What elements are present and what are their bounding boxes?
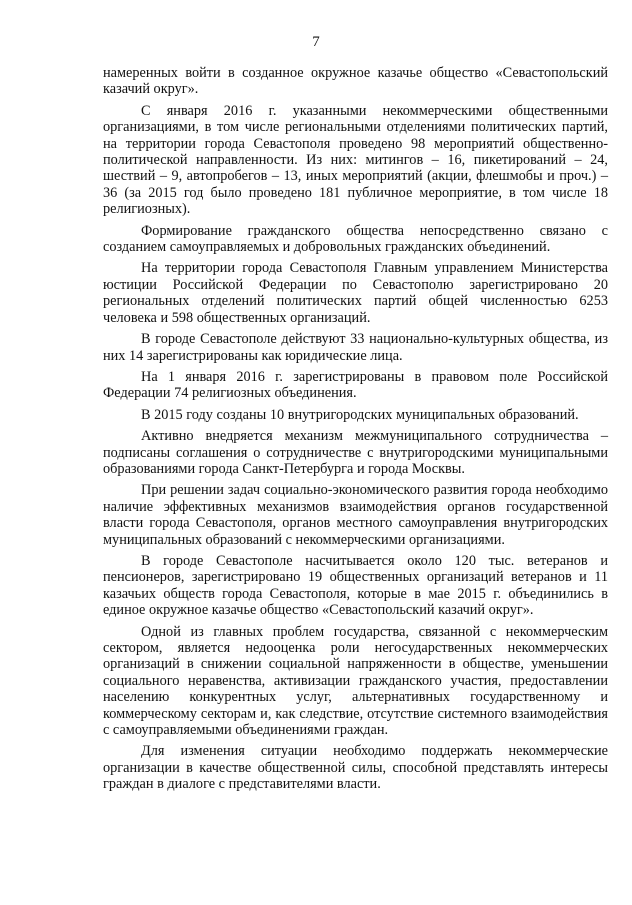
paragraph-registered-parties: На территории города Севастополя Главным управлением Министерства юстиции Российской Федерации по Севастополю зарегистрировано 20 региональных отделений политических партий общей численностью 6253 человека и 598 общественных организаций.: [103, 260, 608, 326]
paragraph-religious: На 1 января 2016 г. зарегистрированы в правовом поле Российской Федерации 74 религиозных объединения.: [103, 368, 608, 402]
paragraph-support: Для изменения ситуации необходимо поддержать некоммерческие организации в качестве общественной силы, способной представлять интересы граждан в диалоге с представителями власти.: [103, 743, 608, 793]
paragraph-national-cultural: В городе Севастополе действуют 33 национально-культурных общества, из них 14 зарегистрированы как юридические лица.: [103, 331, 608, 364]
paragraph-mechanisms: При решении задач социально-экономического развития города необходимо наличие эффективных механизмов взаимодействия органов государственной власти города Севастополя, органов местного самоуправления внутригородских муниципальных образований с некоммерческими организациями.: [103, 482, 608, 548]
paragraph-veterans: В городе Севастополе насчитывается около 120 тыс. ветеранов и пенсионеров, зарегистрировано 19 общественных организаций ветеранов и 11 казачьих обществ города Севастополя, которые в мае 2015 г. объединились в единое окружное казачье общество «Севастопольский казачий округ».: [103, 552, 608, 619]
paragraph-civil-society: Формирование гражданского общества непосредственно связано с созданием самоуправляемых и добровольных гражданских объединений.: [103, 222, 608, 256]
paragraph-problems: Одной из главных проблем государства, связанной с некоммерческим сектором, является недооценка роли негосударственных некоммерческих организаций в снижении социальной напряженности в обществе, уменьшении социального неравенства, активизации гражданского участия, предоставлении населению конкурентных услуг, альтернативных государственному и коммерческому секторам и, как следствие, отсутствие системного взаимодействия с самоуправляемыми объединениями граждан.: [103, 623, 608, 739]
paragraph-continuation: намеренных войти в созданное окружное казачье общество «Севастопольский казачий округ».: [103, 65, 608, 98]
document-body: [103, 65, 608, 798]
paragraph-municipal: В 2015 году созданы 10 внутригородских муниципальных образований.: [141, 406, 579, 423]
paragraph-events-2016: С января 2016 г. указанными некоммерческими общественными организациями, в том числе региональными отделениями политических партий, на территории города Севастополя проведено 98 мероприятий общественно-политической направленности. Из них: митингов – 16, пикетирований – 24, шествий – 9, автопробегов – 13, иных мероприятий (акции, флешмобы и проч.) – 36 (за 2015 год было проведено 181 публичное мероприятие, в том числе 18 религиозных).: [103, 102, 608, 218]
paragraph-intermunicipal: Активно внедряется механизм межмуниципального сотрудничества – подписаны соглашения о сотрудничестве с внутригородскими муниципальными образованиями города Санкт-Петербурга и города Москвы.: [103, 428, 608, 477]
page-number: 7: [312, 34, 320, 50]
